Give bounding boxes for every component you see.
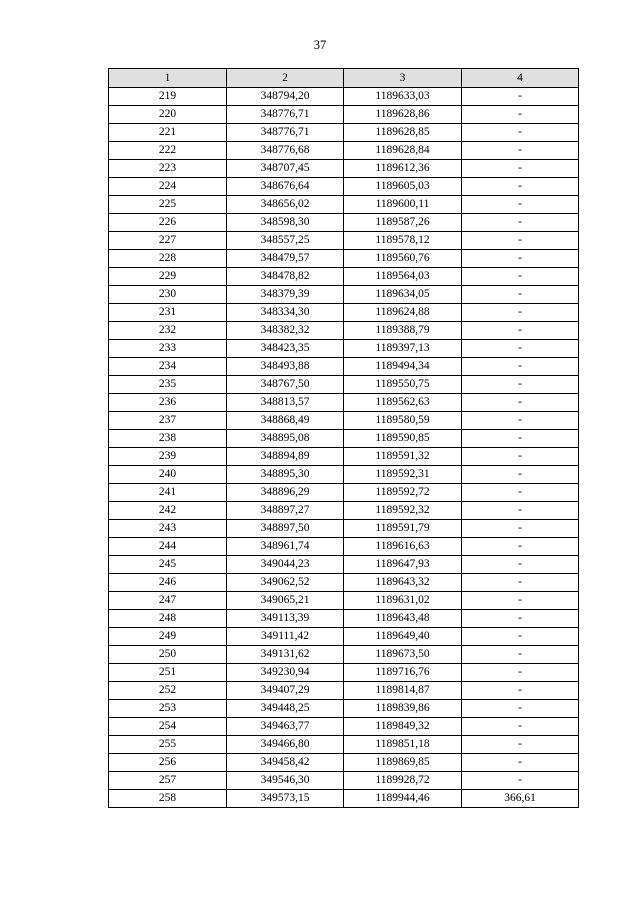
point-number-cell: 254 — [109, 718, 227, 736]
distance-cell: - — [462, 394, 579, 412]
table-row — [109, 250, 579, 268]
point-number-cell: 235 — [109, 376, 227, 394]
y-coordinate-cell: 1189649,40 — [344, 628, 462, 646]
table-row — [109, 664, 579, 682]
point-number-cell: 248 — [109, 610, 227, 628]
x-coordinate-cell: 349448,25 — [227, 700, 344, 718]
x-coordinate-cell: 348767,50 — [227, 376, 344, 394]
table-row — [109, 790, 579, 808]
table-row — [109, 592, 579, 610]
y-coordinate-cell: 1189814,87 — [344, 682, 462, 700]
y-coordinate-cell: 1189612,36 — [344, 160, 462, 178]
distance-cell: - — [462, 628, 579, 646]
table-row — [109, 682, 579, 700]
table-row — [109, 124, 579, 142]
point-number-cell: 247 — [109, 592, 227, 610]
x-coordinate-cell: 349131,62 — [227, 646, 344, 664]
table-row — [109, 412, 579, 430]
point-number-cell: 226 — [109, 214, 227, 232]
distance-cell: - — [462, 520, 579, 538]
table-row — [109, 142, 579, 160]
y-coordinate-cell: 1189578,12 — [344, 232, 462, 250]
table-row — [109, 772, 579, 790]
distance-cell: - — [462, 700, 579, 718]
distance-cell: 366,61 — [462, 790, 579, 808]
distance-cell: - — [462, 682, 579, 700]
y-coordinate-cell: 1189564,03 — [344, 268, 462, 286]
distance-cell: - — [462, 412, 579, 430]
y-coordinate-cell: 1189851,18 — [344, 736, 462, 754]
point-number-cell: 221 — [109, 124, 227, 142]
distance-cell: - — [462, 160, 579, 178]
distance-cell: - — [462, 250, 579, 268]
distance-cell: - — [462, 178, 579, 196]
x-coordinate-cell: 348493,88 — [227, 358, 344, 376]
x-coordinate-cell: 348897,50 — [227, 520, 344, 538]
y-coordinate-cell: 1189944,46 — [344, 790, 462, 808]
point-number-cell: 258 — [109, 790, 227, 808]
point-number-cell: 246 — [109, 574, 227, 592]
table-row — [109, 376, 579, 394]
table-row — [109, 394, 579, 412]
point-number-cell: 237 — [109, 412, 227, 430]
x-coordinate-cell: 348379,39 — [227, 286, 344, 304]
x-coordinate-cell: 348895,30 — [227, 466, 344, 484]
y-coordinate-cell: 1189560,76 — [344, 250, 462, 268]
x-coordinate-cell: 348894,89 — [227, 448, 344, 466]
x-coordinate-cell: 349230,94 — [227, 664, 344, 682]
y-coordinate-cell: 1189494,34 — [344, 358, 462, 376]
point-number-cell: 223 — [109, 160, 227, 178]
y-coordinate-cell: 1189562,63 — [344, 394, 462, 412]
point-number-cell: 239 — [109, 448, 227, 466]
distance-cell: - — [462, 592, 579, 610]
table-header — [109, 69, 579, 88]
point-number-cell: 250 — [109, 646, 227, 664]
x-coordinate-cell: 349407,29 — [227, 682, 344, 700]
x-coordinate-cell: 349062,52 — [227, 574, 344, 592]
distance-cell: - — [462, 286, 579, 304]
point-number-cell: 224 — [109, 178, 227, 196]
x-coordinate-cell: 349458,42 — [227, 754, 344, 772]
point-number-cell: 230 — [109, 286, 227, 304]
distance-cell: - — [462, 448, 579, 466]
x-coordinate-cell: 349065,21 — [227, 592, 344, 610]
table-row — [109, 340, 579, 358]
x-coordinate-cell: 349463,77 — [227, 718, 344, 736]
distance-cell: - — [462, 574, 579, 592]
table-row — [109, 718, 579, 736]
distance-cell: - — [462, 88, 579, 106]
point-number-cell: 253 — [109, 700, 227, 718]
table-body — [109, 88, 579, 808]
distance-cell: - — [462, 484, 579, 502]
y-coordinate-cell: 1189634,05 — [344, 286, 462, 304]
y-coordinate-cell: 1189628,86 — [344, 106, 462, 124]
table-row — [109, 88, 579, 106]
page-number: 37 — [313, 38, 327, 52]
point-number-cell: 252 — [109, 682, 227, 700]
column-header: 1 — [109, 69, 227, 88]
table-row — [109, 268, 579, 286]
table-row — [109, 736, 579, 754]
x-coordinate-cell: 348776,68 — [227, 142, 344, 160]
table-row — [109, 556, 579, 574]
point-number-cell: 233 — [109, 340, 227, 358]
table-row — [109, 700, 579, 718]
point-number-cell: 227 — [109, 232, 227, 250]
table-row — [109, 322, 579, 340]
distance-cell: - — [462, 736, 579, 754]
distance-cell: - — [462, 124, 579, 142]
y-coordinate-cell: 1189587,26 — [344, 214, 462, 232]
y-coordinate-cell: 1189624,88 — [344, 304, 462, 322]
distance-cell: - — [462, 664, 579, 682]
column-header: 4 — [462, 69, 579, 88]
point-number-cell: 257 — [109, 772, 227, 790]
distance-cell: - — [462, 358, 579, 376]
point-number-cell: 244 — [109, 538, 227, 556]
y-coordinate-cell: 1189633,03 — [344, 88, 462, 106]
y-coordinate-cell: 1189580,59 — [344, 412, 462, 430]
distance-cell: - — [462, 340, 579, 358]
x-coordinate-cell: 348478,82 — [227, 268, 344, 286]
distance-cell: - — [462, 772, 579, 790]
x-coordinate-cell: 348676,64 — [227, 178, 344, 196]
x-coordinate-cell: 348895,08 — [227, 430, 344, 448]
distance-cell: - — [462, 430, 579, 448]
x-coordinate-cell: 348776,71 — [227, 124, 344, 142]
table-row — [109, 538, 579, 556]
x-coordinate-cell: 348868,49 — [227, 412, 344, 430]
y-coordinate-cell: 1189592,31 — [344, 466, 462, 484]
header-row — [109, 69, 579, 88]
table-row — [109, 196, 579, 214]
y-coordinate-cell: 1189928,72 — [344, 772, 462, 790]
x-coordinate-cell: 349044,23 — [227, 556, 344, 574]
point-number-cell: 220 — [109, 106, 227, 124]
y-coordinate-cell: 1189628,84 — [344, 142, 462, 160]
table-row — [109, 106, 579, 124]
y-coordinate-cell: 1189590,85 — [344, 430, 462, 448]
y-coordinate-cell: 1189616,63 — [344, 538, 462, 556]
x-coordinate-cell: 348813,57 — [227, 394, 344, 412]
y-coordinate-cell: 1189592,72 — [344, 484, 462, 502]
point-number-cell: 238 — [109, 430, 227, 448]
x-coordinate-cell: 348334,30 — [227, 304, 344, 322]
x-coordinate-cell: 348896,29 — [227, 484, 344, 502]
coordinates-table — [108, 68, 579, 808]
x-coordinate-cell: 349573,15 — [227, 790, 344, 808]
distance-cell: - — [462, 502, 579, 520]
point-number-cell: 225 — [109, 196, 227, 214]
point-number-cell: 245 — [109, 556, 227, 574]
y-coordinate-cell: 1189631,02 — [344, 592, 462, 610]
table-row — [109, 754, 579, 772]
y-coordinate-cell: 1189397,13 — [344, 340, 462, 358]
distance-cell: - — [462, 556, 579, 574]
point-number-cell: 229 — [109, 268, 227, 286]
distance-cell: - — [462, 754, 579, 772]
table-row — [109, 448, 579, 466]
distance-cell: - — [462, 142, 579, 160]
x-coordinate-cell: 348961,74 — [227, 538, 344, 556]
y-coordinate-cell: 1189605,03 — [344, 178, 462, 196]
point-number-cell: 232 — [109, 322, 227, 340]
point-number-cell: 234 — [109, 358, 227, 376]
y-coordinate-cell: 1189591,79 — [344, 520, 462, 538]
distance-cell: - — [462, 304, 579, 322]
point-number-cell: 241 — [109, 484, 227, 502]
point-number-cell: 228 — [109, 250, 227, 268]
distance-cell: - — [462, 718, 579, 736]
x-coordinate-cell: 348776,71 — [227, 106, 344, 124]
x-coordinate-cell: 349466,80 — [227, 736, 344, 754]
point-number-cell: 256 — [109, 754, 227, 772]
y-coordinate-cell: 1189839,86 — [344, 700, 462, 718]
table-row — [109, 214, 579, 232]
point-number-cell: 251 — [109, 664, 227, 682]
x-coordinate-cell: 348656,02 — [227, 196, 344, 214]
point-number-cell: 255 — [109, 736, 227, 754]
y-coordinate-cell: 1189716,76 — [344, 664, 462, 682]
column-header: 3 — [344, 69, 462, 88]
x-coordinate-cell: 348794,20 — [227, 88, 344, 106]
table-row — [109, 628, 579, 646]
point-number-cell: 222 — [109, 142, 227, 160]
point-number-cell: 249 — [109, 628, 227, 646]
y-coordinate-cell: 1189869,85 — [344, 754, 462, 772]
point-number-cell: 240 — [109, 466, 227, 484]
column-header: 2 — [227, 69, 344, 88]
table-row — [109, 484, 579, 502]
y-coordinate-cell: 1189388,79 — [344, 322, 462, 340]
distance-cell: - — [462, 232, 579, 250]
y-coordinate-cell: 1189600,11 — [344, 196, 462, 214]
x-coordinate-cell: 349546,30 — [227, 772, 344, 790]
x-coordinate-cell: 348423,35 — [227, 340, 344, 358]
point-number-cell: 236 — [109, 394, 227, 412]
distance-cell: - — [462, 268, 579, 286]
table-row — [109, 160, 579, 178]
x-coordinate-cell: 348479,57 — [227, 250, 344, 268]
table-row — [109, 574, 579, 592]
y-coordinate-cell: 1189849,32 — [344, 718, 462, 736]
y-coordinate-cell: 1189550,75 — [344, 376, 462, 394]
x-coordinate-cell: 348598,30 — [227, 214, 344, 232]
table-row — [109, 178, 579, 196]
table-row — [109, 232, 579, 250]
distance-cell: - — [462, 196, 579, 214]
y-coordinate-cell: 1189591,32 — [344, 448, 462, 466]
table-row — [109, 502, 579, 520]
distance-cell: - — [462, 610, 579, 628]
x-coordinate-cell: 348382,32 — [227, 322, 344, 340]
distance-cell: - — [462, 214, 579, 232]
table-row — [109, 358, 579, 376]
x-coordinate-cell: 348557,25 — [227, 232, 344, 250]
table-row — [109, 286, 579, 304]
distance-cell: - — [462, 106, 579, 124]
y-coordinate-cell: 1189643,32 — [344, 574, 462, 592]
y-coordinate-cell: 1189647,93 — [344, 556, 462, 574]
x-coordinate-cell: 348707,45 — [227, 160, 344, 178]
distance-cell: - — [462, 376, 579, 394]
y-coordinate-cell: 1189592,32 — [344, 502, 462, 520]
y-coordinate-cell: 1189628,85 — [344, 124, 462, 142]
table-row — [109, 610, 579, 628]
point-number-cell: 219 — [109, 88, 227, 106]
point-number-cell: 243 — [109, 520, 227, 538]
table-row — [109, 430, 579, 448]
x-coordinate-cell: 349113,39 — [227, 610, 344, 628]
x-coordinate-cell: 349111,42 — [227, 628, 344, 646]
distance-cell: - — [462, 466, 579, 484]
distance-cell: - — [462, 538, 579, 556]
x-coordinate-cell: 348897,27 — [227, 502, 344, 520]
distance-cell: - — [462, 646, 579, 664]
point-number-cell: 231 — [109, 304, 227, 322]
distance-cell: - — [462, 322, 579, 340]
table-row — [109, 646, 579, 664]
table-row — [109, 304, 579, 322]
y-coordinate-cell: 1189673,50 — [344, 646, 462, 664]
table-row — [109, 466, 579, 484]
table-row — [109, 520, 579, 538]
y-coordinate-cell: 1189643,48 — [344, 610, 462, 628]
point-number-cell: 242 — [109, 502, 227, 520]
